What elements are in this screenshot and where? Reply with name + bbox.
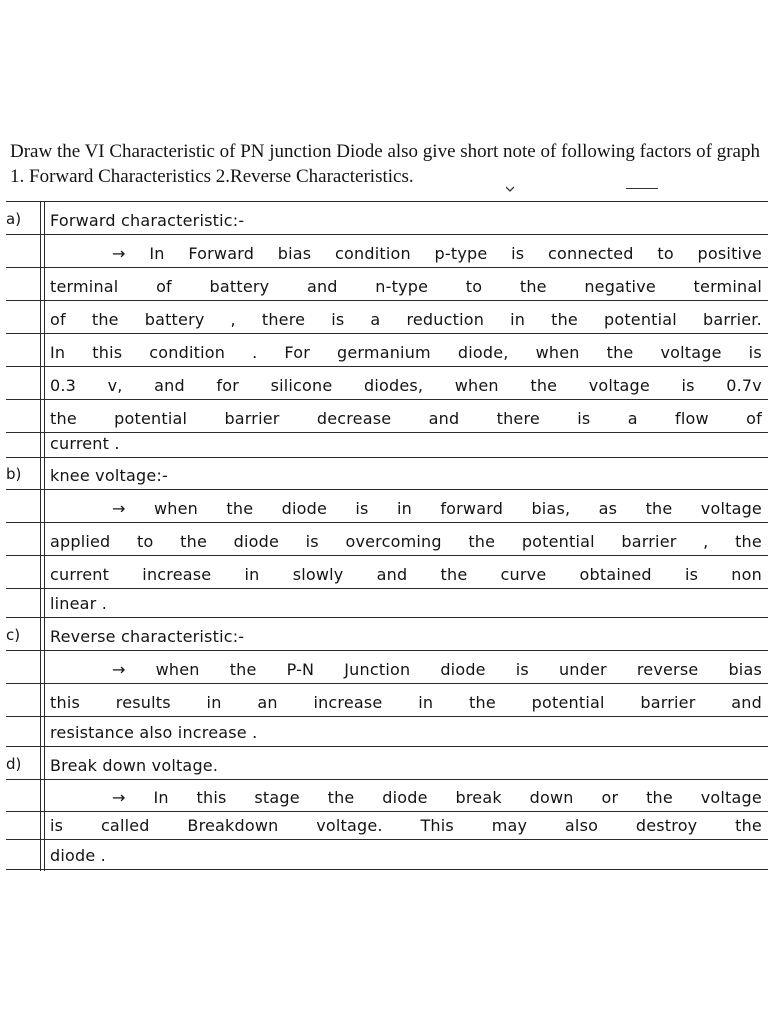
word: potential [531, 693, 605, 712]
word: is [305, 532, 319, 551]
answer-line [6, 457, 768, 489]
section-heading-a: Forward characteristic:- [50, 211, 245, 230]
word: bias [728, 660, 762, 679]
answer-line [6, 555, 768, 588]
divider [626, 188, 658, 189]
word: this [92, 343, 123, 362]
answer-text [50, 343, 762, 362]
answer-line [6, 399, 768, 432]
question-text: Draw the VI Characteristic of PN junction Diode also give short note of following factors of graph 1. Forward Characteristics 2.Reverse Characteristics. [10, 141, 760, 187]
answer-text: resistance also increase . [50, 723, 258, 742]
answer-text [50, 816, 762, 835]
answer-line [6, 201, 768, 234]
word: barrier [621, 532, 677, 551]
word: n-type [375, 277, 429, 296]
word: negative [584, 277, 656, 296]
word: → [112, 660, 126, 679]
answer-text [50, 693, 762, 712]
answer-text [50, 532, 762, 551]
answer-line [6, 683, 768, 716]
word: . [252, 343, 258, 362]
section-heading-b: knee voltage:- [50, 466, 168, 485]
word: diode, [457, 343, 509, 362]
word: called [100, 816, 150, 835]
word: is [515, 660, 529, 679]
answer-text [50, 277, 762, 296]
ruled-line [6, 869, 768, 870]
word: Forward [188, 244, 255, 263]
word: In [50, 343, 66, 362]
word: this [50, 693, 80, 712]
word: condition [149, 343, 226, 362]
word: potential [521, 532, 595, 551]
word: is [684, 565, 699, 584]
word: and [731, 693, 762, 712]
word: the [440, 565, 468, 584]
answer-line [6, 300, 768, 333]
word: of [156, 277, 172, 296]
word: to [657, 244, 674, 263]
word: bias, [531, 499, 571, 518]
answer-line [6, 489, 768, 522]
word: In [149, 244, 165, 263]
answer-line [6, 522, 768, 555]
answer-line [6, 779, 768, 811]
word: flow [675, 409, 709, 428]
word: the [646, 788, 673, 807]
word: reverse [636, 660, 699, 679]
word: diode [382, 788, 428, 807]
word: the [735, 532, 762, 551]
word: as [598, 499, 618, 518]
answer-text [50, 376, 762, 395]
word: a [627, 409, 638, 428]
word: barrier [224, 409, 280, 428]
answer-text: current . [50, 434, 120, 453]
word: when [454, 376, 499, 395]
word: is [681, 376, 695, 395]
word: is [511, 244, 525, 263]
word: and [428, 409, 460, 428]
answer-text [50, 409, 762, 428]
word: the [469, 693, 496, 712]
answer-text: linear . [50, 594, 108, 613]
answer-line [6, 429, 768, 457]
word: and [306, 277, 338, 296]
word: potential [114, 409, 188, 428]
answer-text [112, 660, 762, 679]
word: is [748, 343, 762, 362]
word: a [370, 310, 381, 329]
word: and [154, 376, 185, 395]
word: the [229, 660, 257, 679]
answer-line [6, 267, 768, 300]
section-marker-b: b) [6, 465, 22, 483]
word: silicone [270, 376, 333, 395]
word: positive [697, 244, 762, 263]
answer-line [6, 366, 768, 399]
word: under [558, 660, 607, 679]
word: an [257, 693, 278, 712]
word: diodes, [363, 376, 424, 395]
word: diode [233, 532, 280, 551]
word: 0.7v [726, 376, 762, 395]
word: barrier [640, 693, 696, 712]
answer-text [50, 310, 762, 329]
word: the [735, 816, 762, 835]
word: barrier. [702, 310, 762, 329]
word: the [91, 310, 119, 329]
word: P-N [286, 660, 315, 679]
word: there [261, 310, 306, 329]
word: potential [603, 310, 677, 329]
word: the [180, 532, 207, 551]
word: 0.3 [50, 376, 77, 395]
word: → [112, 788, 126, 807]
section-heading-d: Break down voltage. [50, 756, 219, 775]
word: voltage [700, 788, 762, 807]
word: is [355, 499, 369, 518]
word: condition [335, 244, 411, 263]
word: also [564, 816, 599, 835]
word: → [112, 244, 126, 263]
word: reduction [406, 310, 485, 329]
word: voltage [700, 499, 762, 518]
word: in [396, 499, 412, 518]
word: break [455, 788, 502, 807]
section-marker-d: d) [6, 755, 22, 773]
word: bias [277, 244, 312, 263]
word: increase [142, 565, 212, 584]
word: decrease [316, 409, 392, 428]
answer-text [112, 244, 762, 263]
word: this [196, 788, 227, 807]
word: battery [144, 310, 205, 329]
word: may [491, 816, 528, 835]
word: the [551, 310, 578, 329]
answer-text: diode . [50, 846, 106, 865]
word: the [645, 499, 673, 518]
word: the [226, 499, 254, 518]
word: battery [209, 277, 270, 296]
word: or [601, 788, 619, 807]
word: to [137, 532, 154, 551]
word: the [606, 343, 634, 362]
word: p-type [434, 244, 488, 263]
word: increase [313, 693, 383, 712]
word: diode [281, 499, 327, 518]
answer-line [6, 811, 768, 839]
word: to [465, 277, 483, 296]
word: the [50, 409, 77, 428]
word: voltage [588, 376, 650, 395]
word: results [115, 693, 171, 712]
word: down [529, 788, 574, 807]
answer-line [6, 714, 768, 746]
word: voltage [660, 343, 722, 362]
answer-text [112, 499, 762, 518]
word: stage [254, 788, 300, 807]
answer-line [6, 650, 768, 683]
answer-line [6, 746, 768, 779]
word: of [50, 310, 66, 329]
word: v, [107, 376, 123, 395]
answer-line [6, 585, 768, 617]
tick-mark-icon [506, 186, 514, 192]
word: terminal [693, 277, 762, 296]
word: is [331, 310, 345, 329]
word: → [112, 499, 126, 518]
word: the [468, 532, 496, 551]
word: in [418, 693, 434, 712]
word: non [731, 565, 762, 584]
word: for [216, 376, 240, 395]
word: and [376, 565, 408, 584]
answer-text [50, 565, 762, 584]
word: This [420, 816, 454, 835]
word: is [50, 816, 64, 835]
word: when [155, 660, 200, 679]
word: diode [440, 660, 486, 679]
word: forward [440, 499, 504, 518]
word: is [577, 409, 591, 428]
word: when [535, 343, 580, 362]
word: the [530, 376, 558, 395]
section-marker-a: a) [6, 210, 22, 228]
word: voltage. [316, 816, 383, 835]
section-marker-c: c) [6, 626, 21, 644]
answer-line [6, 617, 768, 650]
word: the [519, 277, 547, 296]
word: of [746, 409, 762, 428]
word: obtained [579, 565, 652, 584]
word: Breakdown [187, 816, 279, 835]
word: In [153, 788, 169, 807]
word: destroy [635, 816, 698, 835]
word: For [284, 343, 311, 362]
answer-line [6, 839, 768, 869]
word: in [206, 693, 222, 712]
section-heading-c: Reverse characteristic:- [50, 627, 245, 646]
word: overcoming [345, 532, 442, 551]
word: the [327, 788, 355, 807]
word: connected [548, 244, 634, 263]
word: Junction [344, 660, 411, 679]
word: in [244, 565, 260, 584]
word: applied [50, 532, 111, 551]
word: slowly [292, 565, 344, 584]
answer-line [6, 234, 768, 267]
word: , [703, 532, 709, 551]
word: in [510, 310, 526, 329]
answer-text [112, 788, 762, 807]
word: , [230, 310, 236, 329]
word: terminal [50, 277, 119, 296]
answer-line [6, 333, 768, 366]
ruled-answer-sheet [6, 201, 768, 871]
word: there [496, 409, 540, 428]
word: germanium [337, 343, 431, 362]
word: current [50, 565, 110, 584]
word: when [153, 499, 198, 518]
word: curve [500, 565, 547, 584]
